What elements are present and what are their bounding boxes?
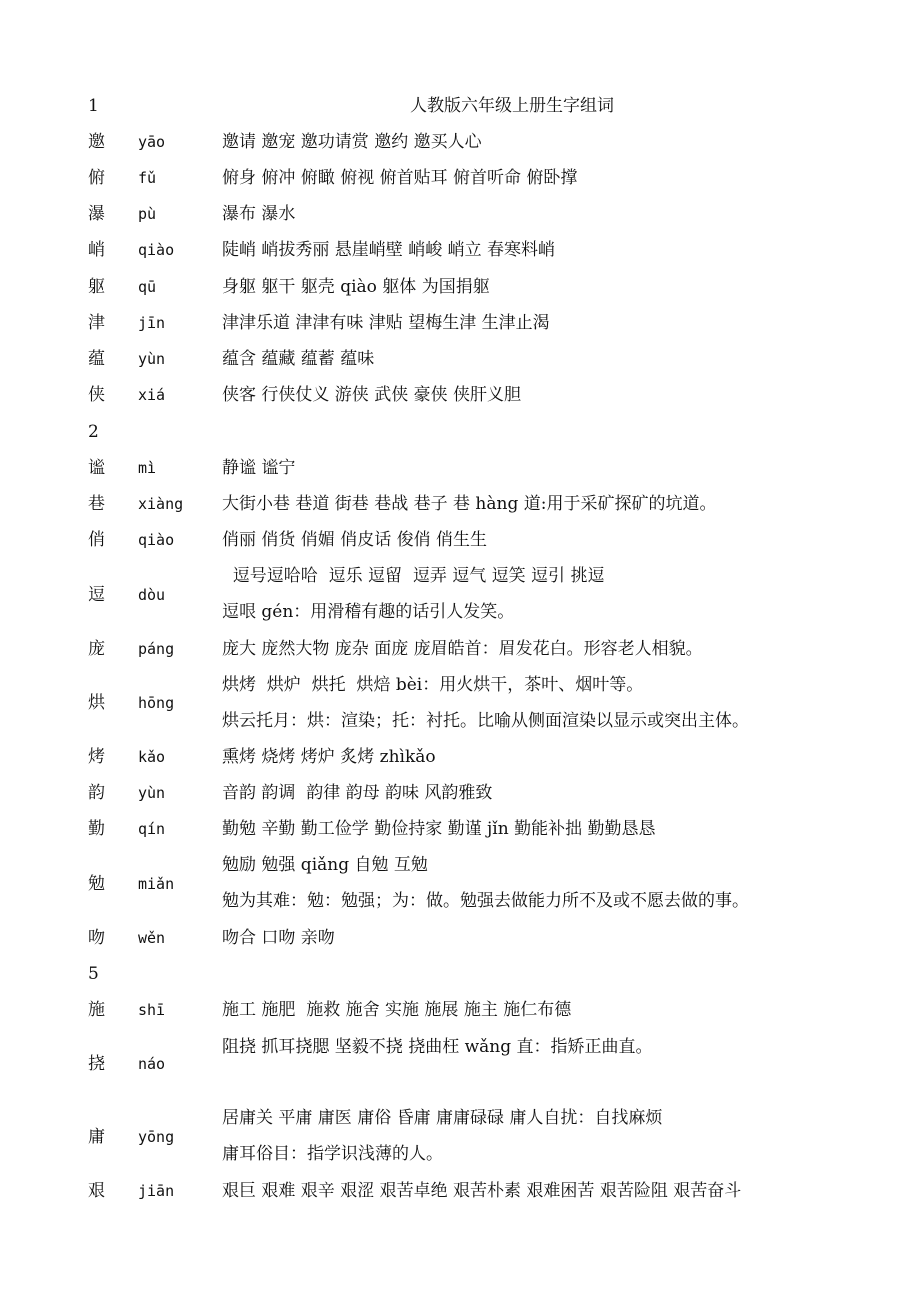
entry-pinyin: xiá <box>138 386 166 404</box>
entry-words: 勤勉 辛勤 勤工俭学 勤俭持家 勤谨 jǐn 勤能补拙 勤勤恳恳 <box>222 819 656 839</box>
entry-char: 庸 <box>88 1127 105 1147</box>
entry-char: 俯 <box>88 168 105 188</box>
entry-char: 侠 <box>88 385 105 405</box>
entry-words: 勉励 勉强 qiǎng 自勉 互勉 <box>222 855 428 875</box>
lesson-number: 1 <box>88 96 99 116</box>
lesson-number: 5 <box>88 964 99 984</box>
entry-pinyin: wěn <box>138 929 166 947</box>
entry-pinyin: qín <box>138 820 166 838</box>
entry-pinyin: yōng <box>138 1128 175 1146</box>
entry-words: 邀请 邀宠 邀功请赏 邀约 邀买人心 <box>222 132 482 152</box>
entry-char: 瀑 <box>88 204 105 224</box>
entry-words: 音韵 韵调 韵律 韵母 韵味 风韵雅致 <box>222 783 493 803</box>
entry-pinyin: kǎo <box>138 748 166 766</box>
entry-pinyin: dòu <box>138 586 166 604</box>
entry-words: 阻挠 抓耳挠腮 坚毅不挠 挠曲枉 wǎng 直：指矫正曲直。 <box>222 1037 653 1057</box>
entry-words: 艰巨 艰难 艰辛 艰涩 艰苦卓绝 艰苦朴素 艰难困苦 艰苦险阻 艰苦奋斗 <box>222 1181 742 1201</box>
entry-pinyin: shī <box>138 1001 166 1019</box>
entry-words: 俯身 俯冲 俯瞰 俯视 俯首贴耳 俯首听命 俯卧撑 <box>222 168 578 188</box>
entry-pinyin: qiào <box>138 531 175 549</box>
entry-pinyin: qū <box>138 278 157 296</box>
entry-words-line2: 庸耳俗目：指学识浅薄的人。 <box>222 1144 443 1164</box>
entry-char: 烤 <box>88 747 105 767</box>
entry-words: 烘烤 烘炉 烘托 烘焙 bèi：用火烘干，茶叶、烟叶等。 <box>222 675 644 695</box>
entry-words: 逗号逗哈哈 逗乐 逗留 逗弄 逗气 逗笑 逗引 挑逗 <box>222 566 605 586</box>
entry-pinyin: qiào <box>138 241 175 259</box>
entry-words: 俏丽 俏货 俏媚 俏皮话 俊俏 俏生生 <box>222 530 488 550</box>
entry-words: 侠客 行侠仗义 游侠 武侠 豪侠 侠肝义胆 <box>222 385 522 405</box>
entry-pinyin: miǎn <box>138 875 175 893</box>
entry-char: 烘 <box>88 693 105 713</box>
entry-words: 吻合 口吻 亲吻 <box>222 928 335 948</box>
entry-char: 勉 <box>88 874 105 894</box>
entry-pinyin: hōng <box>138 694 175 712</box>
entry-char: 蕴 <box>88 349 105 369</box>
entry-char: 韵 <box>88 783 105 803</box>
entry-char: 俏 <box>88 530 105 550</box>
lesson-number: 2 <box>88 422 99 442</box>
entry-pinyin: yùn <box>138 784 166 802</box>
document-title: 人教版六年级上册生字组词 <box>410 96 614 116</box>
entry-char: 峭 <box>88 240 105 260</box>
entry-pinyin: yùn <box>138 350 166 368</box>
entry-words-line2: 逗哏 gén：用滑稽有趣的话引人发笑。 <box>222 602 515 622</box>
entry-char: 谧 <box>88 458 105 478</box>
entry-pinyin: náo <box>138 1055 166 1073</box>
entry-words: 津津乐道 津津有味 津贴 望梅生津 生津止渴 <box>222 313 550 333</box>
entry-char: 躯 <box>88 277 105 297</box>
entry-words: 身躯 躯干 躯壳 qiào 躯体 为国捐躯 <box>222 277 490 297</box>
entry-words: 施工 施肥 施救 施舍 实施 施展 施主 施仁布德 <box>222 1000 572 1020</box>
entry-words: 陡峭 峭拔秀丽 悬崖峭壁 峭峻 峭立 春寒料峭 <box>222 240 556 260</box>
entry-words-line2: 烘云托月：烘：渲染；托：衬托。比喻从侧面渲染以显示或突出主体。 <box>222 711 749 731</box>
entry-pinyin: jīn <box>138 314 166 332</box>
entry-pinyin: xiàng <box>138 495 184 513</box>
entry-pinyin: pù <box>138 205 157 223</box>
entry-words: 静谧 谧宁 <box>222 458 296 478</box>
entry-words: 蕴含 蕴藏 蕴蓄 蕴味 <box>222 349 375 369</box>
entry-char: 巷 <box>88 494 105 514</box>
entry-char: 勤 <box>88 819 105 839</box>
entry-char: 艰 <box>88 1181 105 1201</box>
entry-pinyin: páng <box>138 640 175 658</box>
entry-pinyin: fǔ <box>138 169 157 187</box>
entry-words: 庞大 庞然大物 庞杂 面庞 庞眉皓首：眉发花白。形容老人相貌。 <box>222 639 703 659</box>
entry-char: 施 <box>88 1000 105 1020</box>
entry-char: 逗 <box>88 585 105 605</box>
entry-pinyin: mì <box>138 459 157 477</box>
entry-words: 大街小巷 巷道 街巷 巷战 巷子 巷 hàng 道:用于采矿探矿的坑道。 <box>222 494 717 514</box>
entry-pinyin: yāo <box>138 133 166 151</box>
entry-char: 庞 <box>88 639 105 659</box>
entry-words: 熏烤 烧烤 烤炉 炙烤 zhìkǎo <box>222 747 436 767</box>
entry-words: 居庸关 平庸 庸医 庸俗 昏庸 庸庸碌碌 庸人自扰：自找麻烦 <box>222 1108 663 1128</box>
entry-char: 津 <box>88 313 105 333</box>
entry-pinyin: jiān <box>138 1182 175 1200</box>
entry-char: 吻 <box>88 928 105 948</box>
entry-char: 挠 <box>88 1054 105 1074</box>
entry-char: 邀 <box>88 132 105 152</box>
entry-words: 瀑布 瀑水 <box>222 204 296 224</box>
entry-words-line2: 勉为其难：勉：勉强；为：做。勉强去做能力所不及或不愿去做的事。 <box>222 891 749 911</box>
